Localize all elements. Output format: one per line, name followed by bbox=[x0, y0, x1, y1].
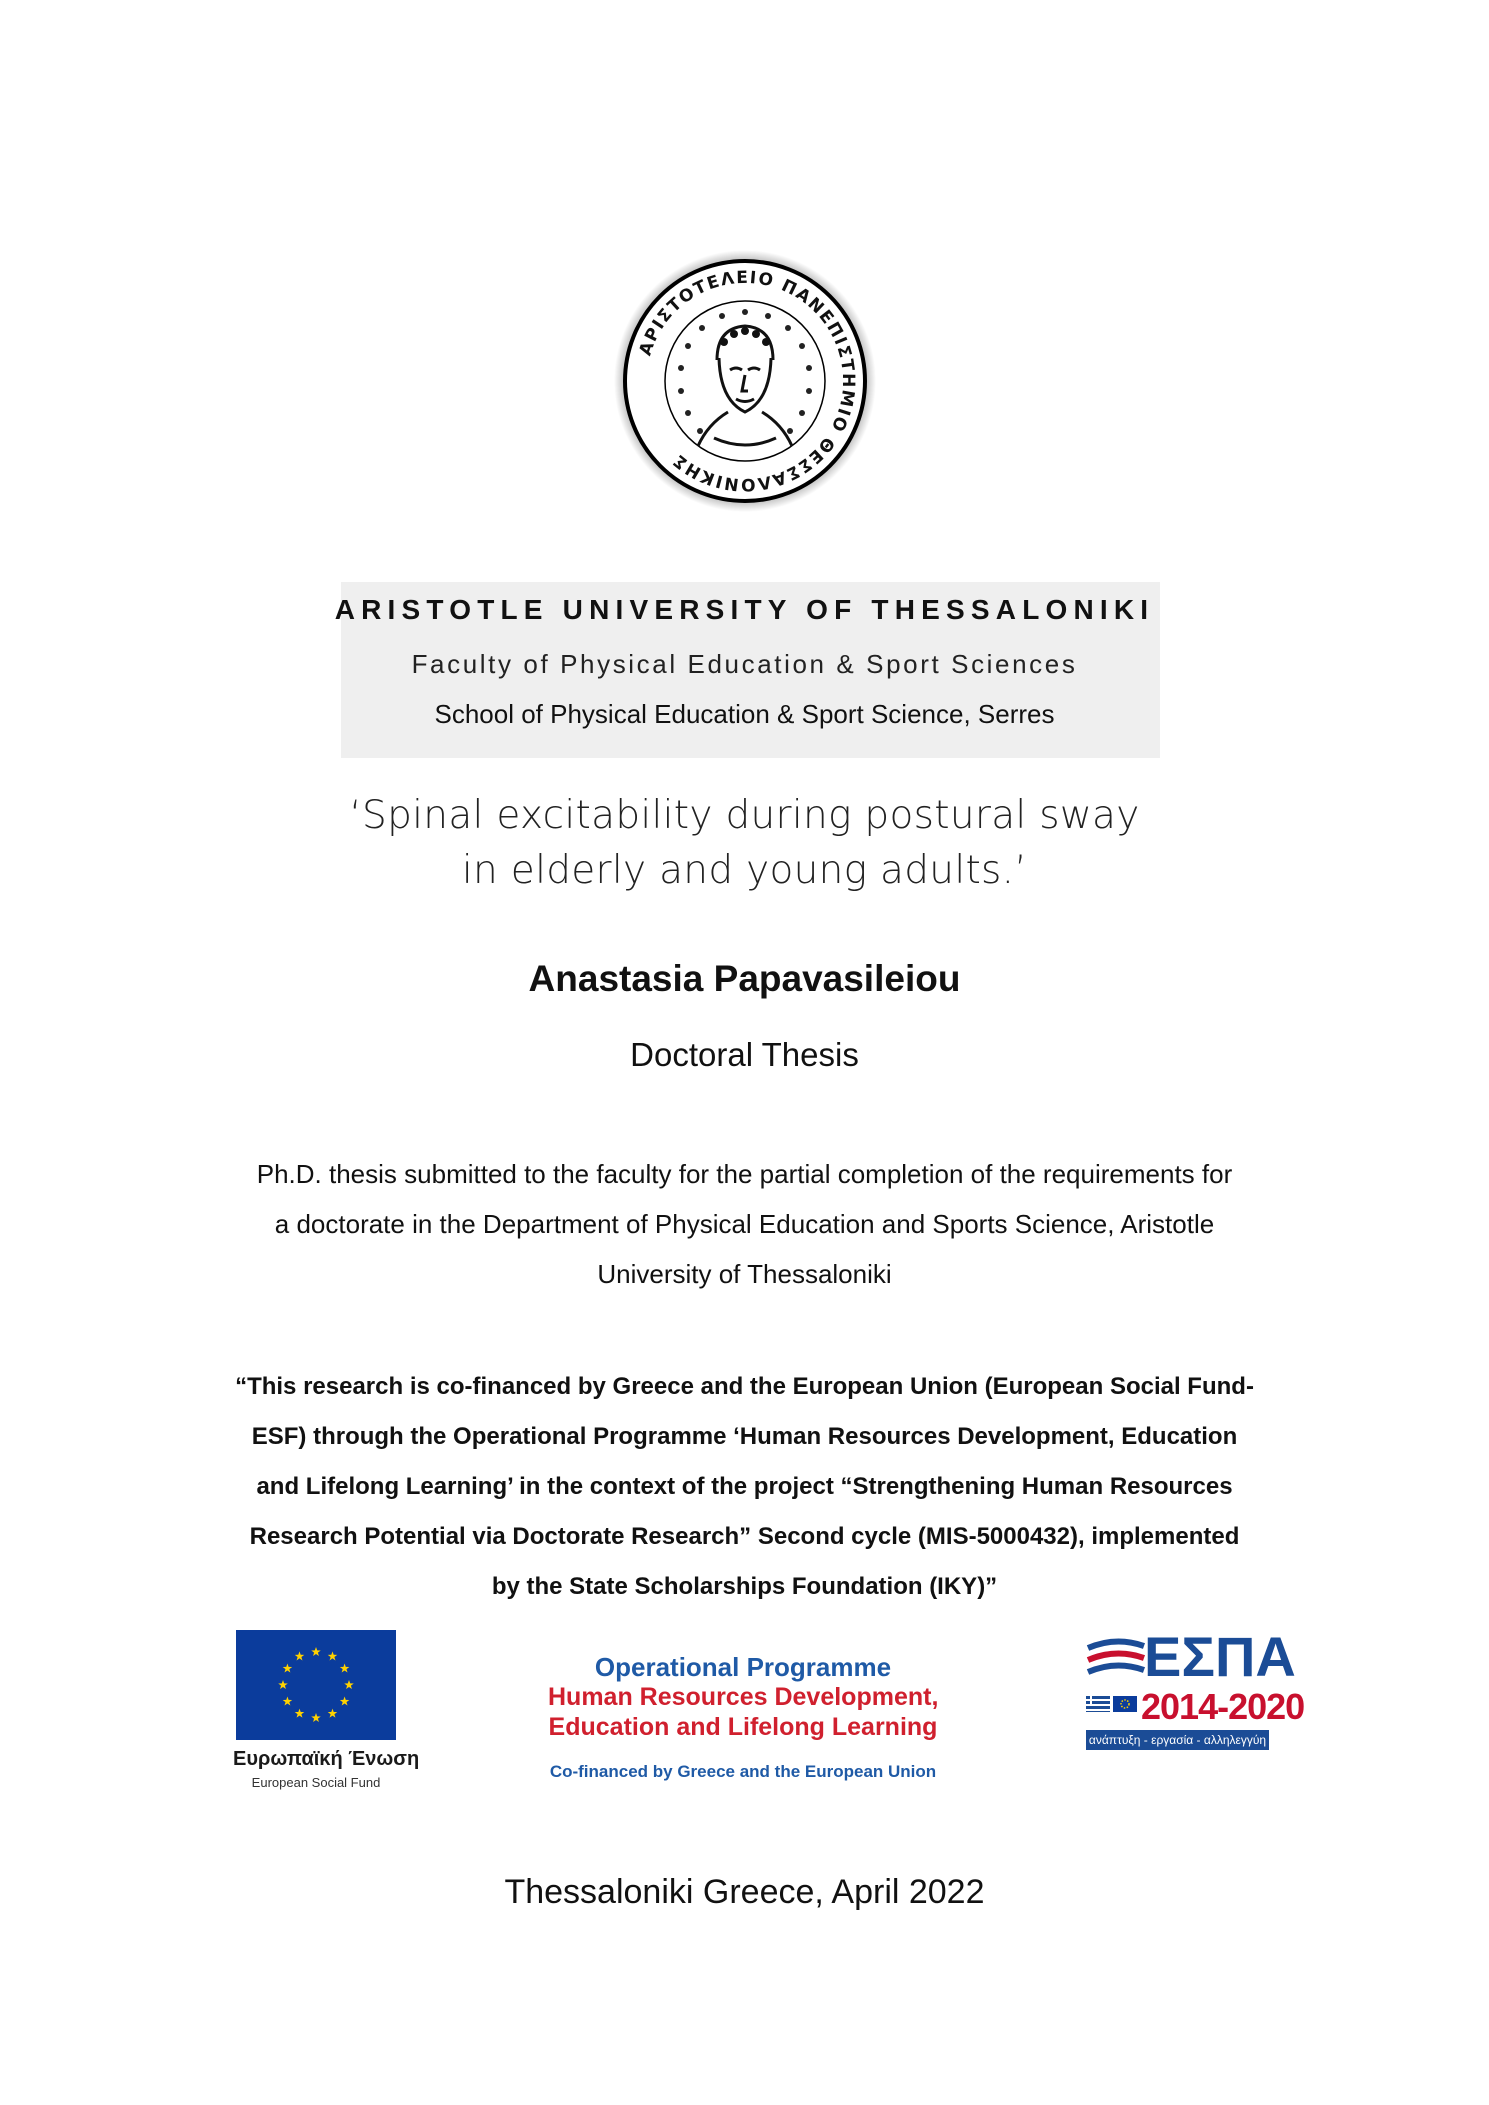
submission-line-2: a doctorate in the Department of Physical Education and Sports Science, Aristotle bbox=[274, 1209, 1215, 1239]
greek-eu-flags-icon bbox=[1086, 1694, 1138, 1724]
seal-ring-text: ΑΡΙΣΤΟΤΕΛΕΙΟ ΠΑΝΕΠΙΣΤΗΜΙΟ ΘΕΣΣΑΛΟΝΙΚΗΣ bbox=[635, 267, 859, 495]
submission-line-3: University of Thessaloniki bbox=[597, 1259, 892, 1289]
op-logo-line-2: Human Resources Development, bbox=[548, 1683, 939, 1711]
espa-logo bbox=[1086, 1625, 1305, 1752]
op-logo-line-3: Education and Lifelong Learning bbox=[548, 1713, 938, 1741]
eu-subcaption: European Social Fund bbox=[251, 1775, 381, 1790]
eu-caption: Ευρωπαϊκή Ένωση bbox=[233, 1748, 420, 1770]
document-type: Doctoral Thesis bbox=[630, 1036, 859, 1073]
espa-years: 2014-2020 bbox=[1141, 1686, 1305, 1727]
espa-tagline: ανάπτυξη - εργασία - αλληλεγγύη bbox=[1086, 1730, 1269, 1750]
op-logo-line-4: Co-financed by Greece and the European Union bbox=[549, 1762, 937, 1781]
place-and-date: Thessaloniki Greece, April 2022 bbox=[504, 1873, 985, 1911]
funding-line-3: and Lifelong Learning’ in the context of the project “Strengthening Human Resources bbox=[256, 1473, 1233, 1500]
funding-line-4: Research Potential via Doctorate Research” Second cycle (MIS-5000432), implemented bbox=[249, 1523, 1240, 1550]
school-name: School of Physical Education & Sport Science, Serres bbox=[434, 699, 1055, 729]
submission-line-1: Ph.D. thesis submitted to the faculty for the partial completion of the requirements for bbox=[256, 1159, 1233, 1189]
funding-line-5: by the State Scholarships Foundation (IKY)” bbox=[491, 1573, 998, 1600]
espa-swoosh-icon bbox=[1086, 1634, 1146, 1686]
funding-line-2: ESF) through the Operational Programme ‘Human Resources Development, Education bbox=[251, 1423, 1238, 1450]
operational-programme-logo bbox=[548, 1652, 938, 1792]
faculty-name: Faculty of Physical Education & Sport Sciences bbox=[411, 649, 1078, 679]
eu-logo bbox=[233, 1628, 420, 1798]
university-seal bbox=[614, 250, 876, 512]
funding-line-1: “This research is co-financed by Greece and the European Union (European Social Fund- bbox=[235, 1373, 1254, 1400]
university-name: ARISTOTLE UNIVERSITY OF THESSALONIKI bbox=[334, 594, 1155, 625]
seal-graphic bbox=[614, 250, 876, 512]
author-name: Anastasia Papavasileiou bbox=[528, 958, 961, 999]
op-logo-line-1: Operational Programme bbox=[594, 1652, 892, 1682]
thesis-title-line-2: in elderly and young adults.’ bbox=[461, 848, 1028, 893]
eu-flag-icon bbox=[236, 1630, 396, 1740]
thesis-title-line-1: ‘Spinal excitability during postural sway bbox=[349, 793, 1140, 838]
espa-mark: ΕΣΠΑ bbox=[1144, 1625, 1296, 1688]
